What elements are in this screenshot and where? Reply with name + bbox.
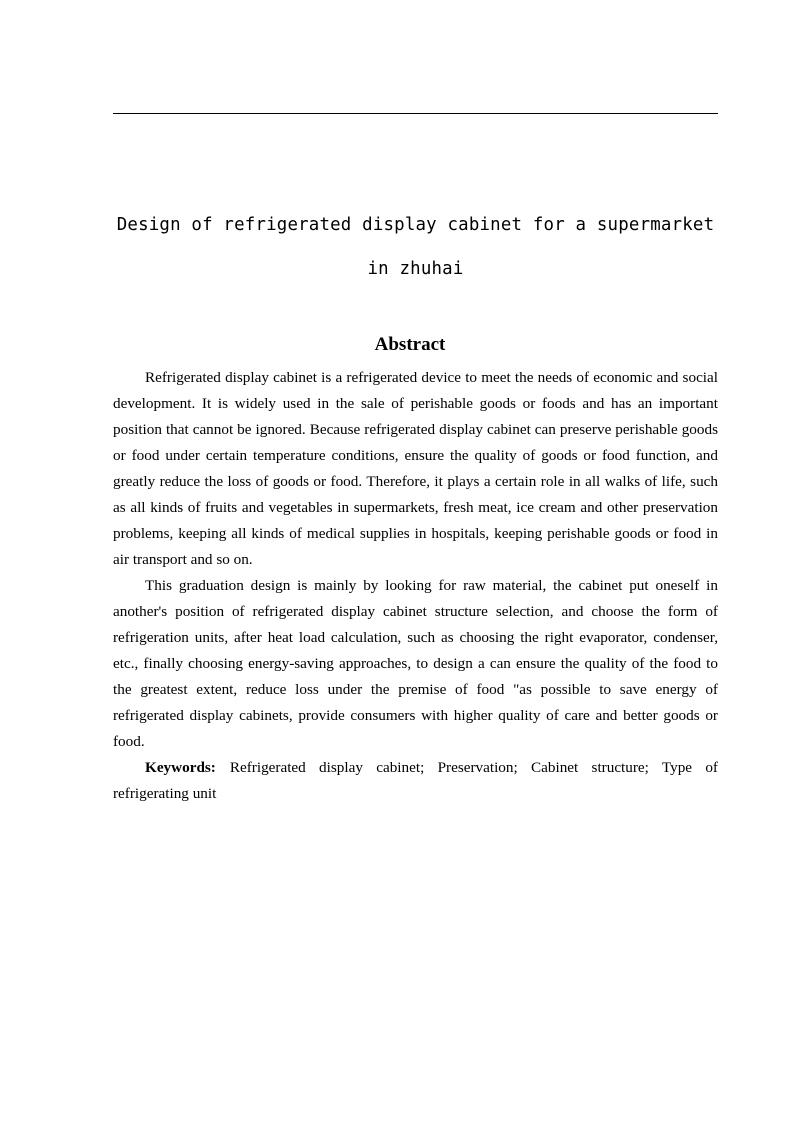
abstract-heading: Abstract <box>374 334 446 355</box>
abstract-paragraph-2: This graduation design is mainly by looking for raw material, the cabinet put oneself in another's position of refrigerated display cabinet structure selection, and choose the form of refrigeration units, after heat load calculation, such as choosing the right evaporator, condenser, etc., finally choosing energy-saving approaches, to design a can ensure the quality of the food to the greatest extent, reduce loss under the premise of food "as possible to save energy of refrigerated display cabinets, provide consumers with higher quality of care and better goods or food. <box>113 577 718 750</box>
document-title: Design of refrigerated display cabinet for a supermarket in zhuhai <box>116 215 715 279</box>
header-rule <box>113 113 718 114</box>
keywords-text: Refrigerated display cabinet; Preservation; Cabinet structure; Type of refrigerating unit <box>113 759 718 802</box>
keywords-label: Keywords: <box>145 759 216 776</box>
keywords-line <box>113 755 718 807</box>
abstract-body <box>113 365 718 807</box>
abstract-paragraph-1: Refrigerated display cabinet is a refrigerated device to meet the needs of economic and social development. It is widely used in the sale of perishable goods or foods and has an important position that cannot be ignored. Because refrigerated display cabinet can preserve perishable goods or food under certain temperature conditions, ensure the quality of goods or food function, and greatly reduce the loss of goods or food. Therefore, it plays a certain role in all walks of life, such as all kinds of fruits and vegetables in supermarkets, fresh meat, ice cream and other preservation problems, keeping all kinds of medical supplies in hospitals, keeping perishable goods or food in air transport and so on. <box>113 369 718 568</box>
